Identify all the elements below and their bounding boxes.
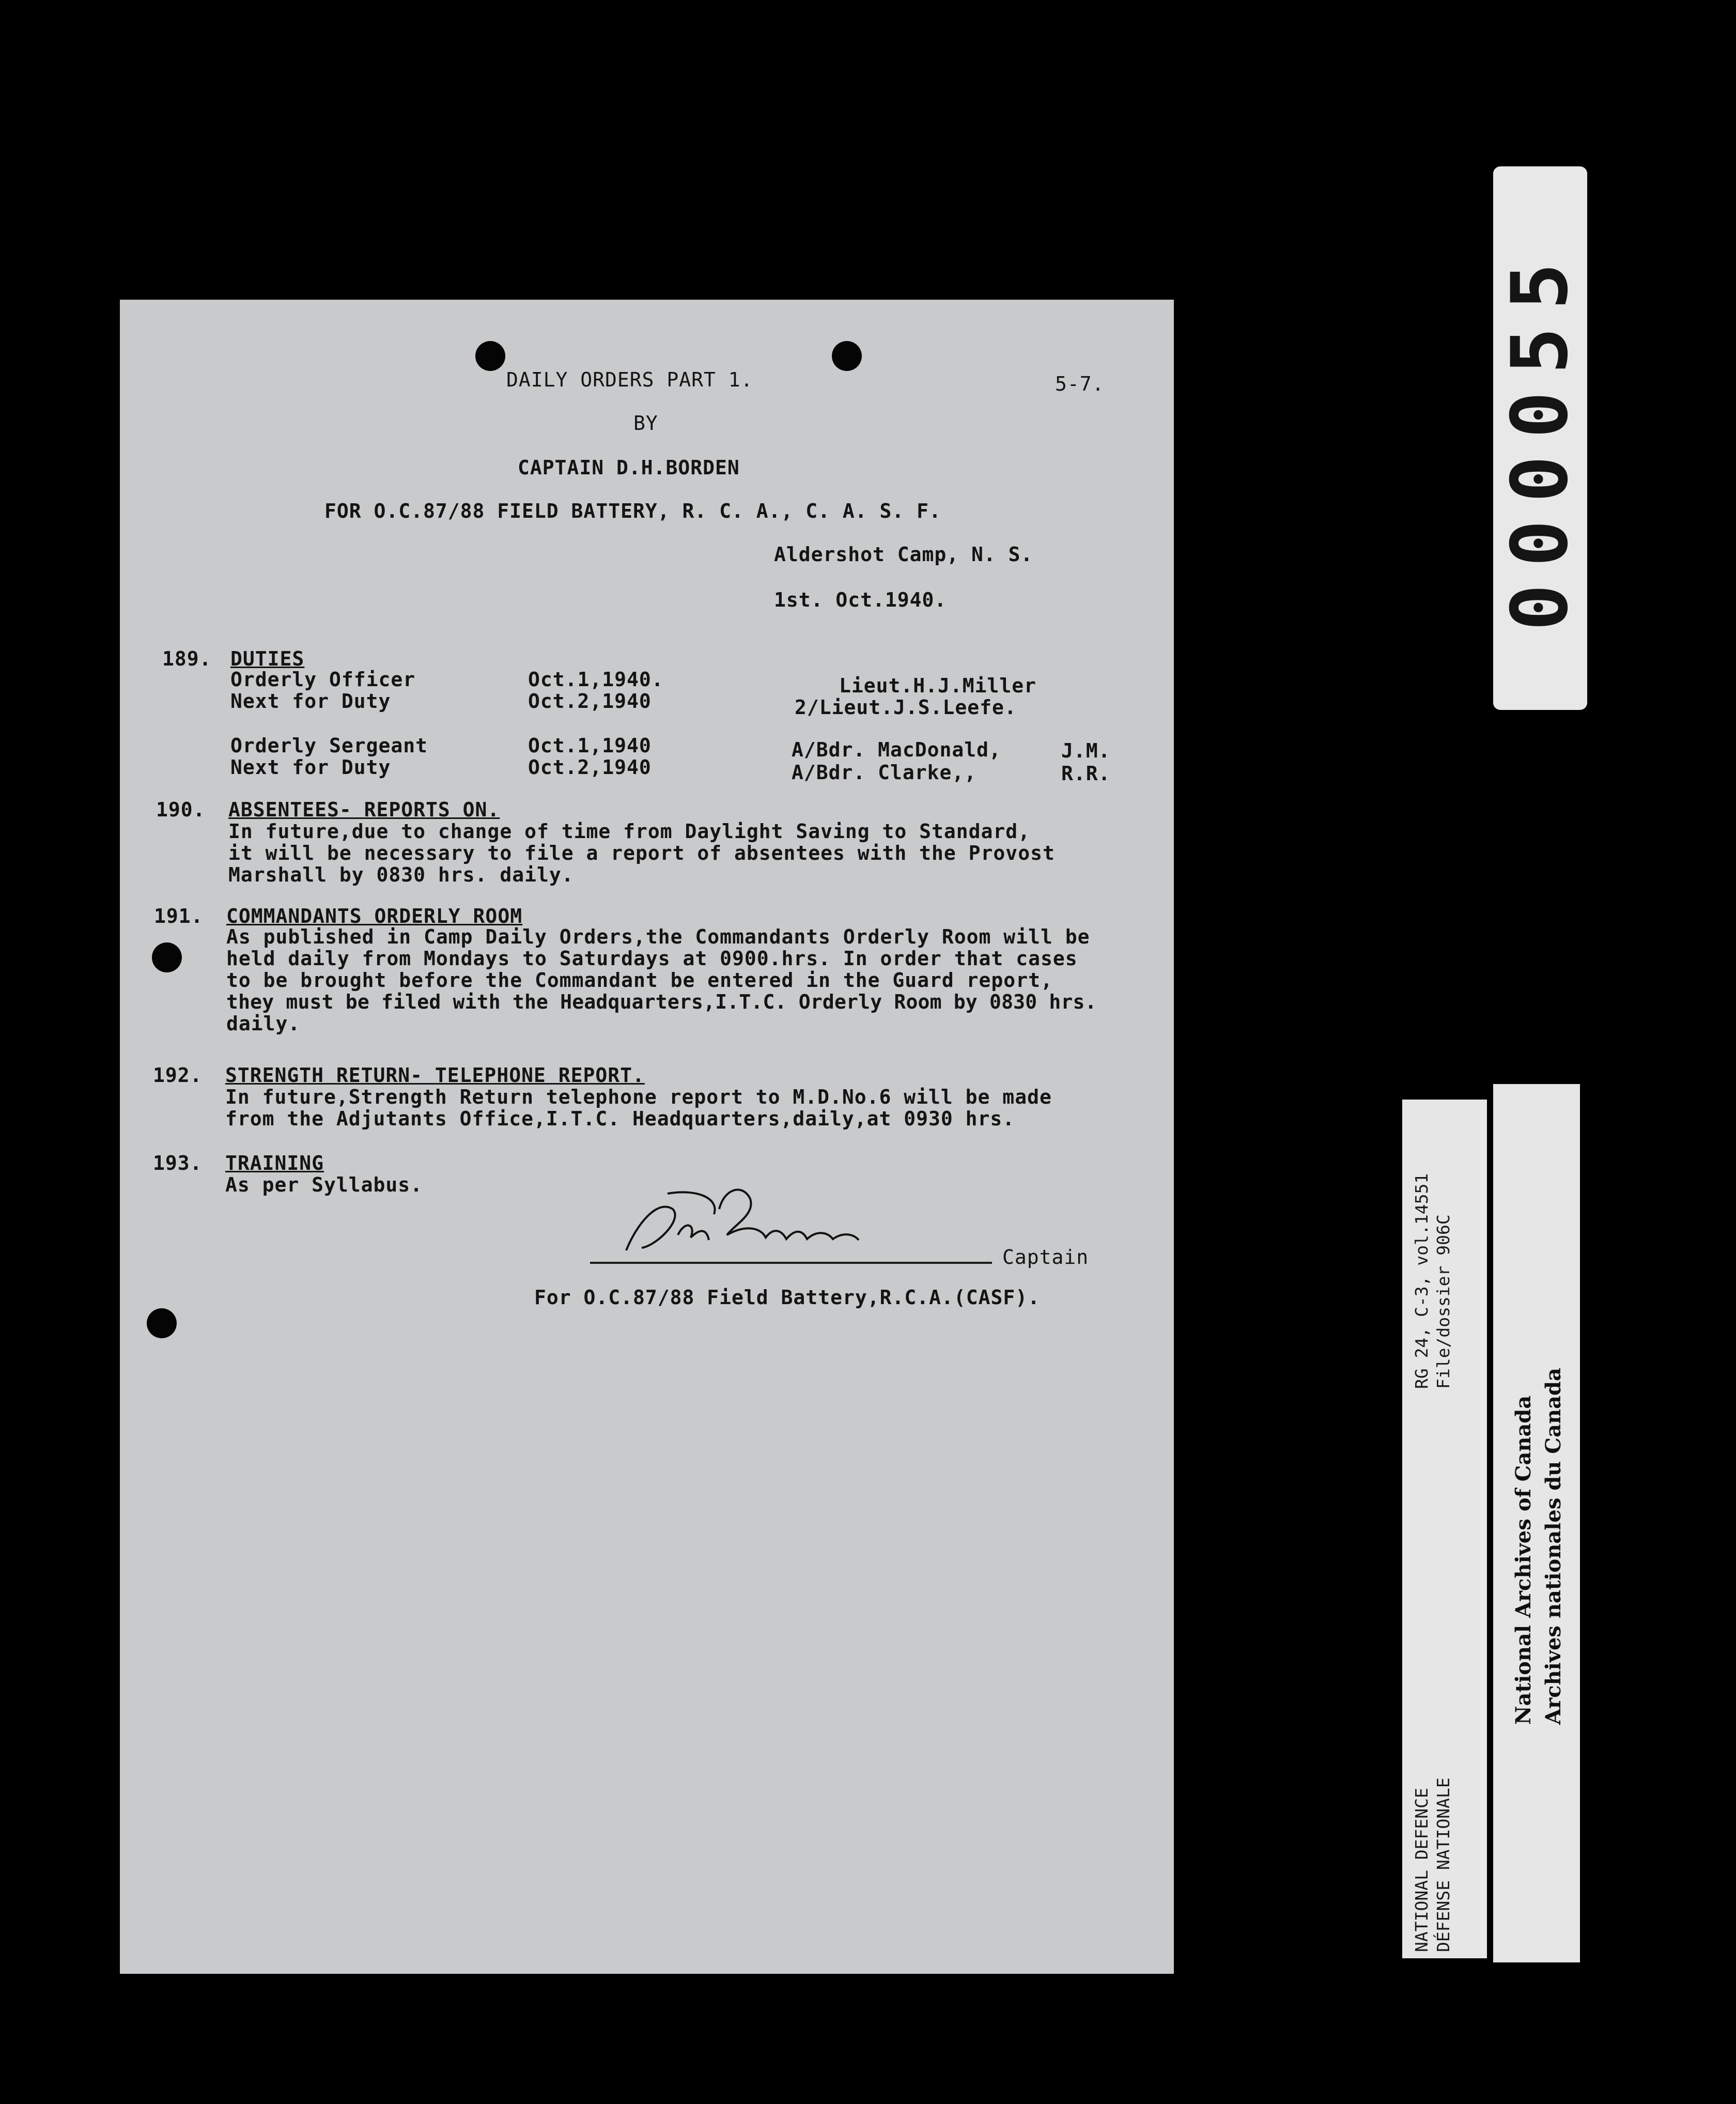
item-heading: STRENGTH RETURN- TELEPHONE REPORT. — [225, 1064, 645, 1087]
item-number: 189. — [162, 647, 212, 670]
archives-name-fr: Archives nationales du Canada — [1541, 1368, 1566, 1725]
header-issuer: CAPTAIN D.H.BORDEN — [518, 456, 740, 479]
item-text-line: In future,Strength Return telephone report to M.D.No.6 will be made — [225, 1086, 1052, 1108]
duty-date: Oct.1,1940 — [528, 734, 652, 757]
item-text-line: held daily from Mondays to Saturdays at 0900.hrs. In order that cases — [226, 947, 1078, 970]
signature-rank: Captain — [1002, 1246, 1089, 1268]
duty-role: Next for Duty — [230, 690, 391, 713]
archive-reference-strip — [1402, 1100, 1487, 1958]
item-text-line: Marshall by 0830 hrs. daily. — [228, 863, 574, 886]
item-number: 191. — [154, 905, 204, 927]
duty-initials: J.M. — [1061, 739, 1111, 762]
duty-role: Next for Duty — [230, 756, 391, 779]
item-heading: ABSENTEES- REPORTS ON. — [228, 798, 500, 821]
page-reference: 5-7. — [1055, 373, 1105, 395]
item-text-line: it will be necessary to file a report of absentees with the Provost — [228, 842, 1055, 864]
duty-name: A/Bdr. MacDonald, — [792, 738, 1001, 761]
header-by: BY — [633, 412, 658, 435]
item-text-line: As published in Camp Daily Orders,the Commandants Orderly Room will be — [226, 925, 1090, 948]
archives-name-en: National Archives of Canada — [1511, 1395, 1536, 1725]
item-number: 190. — [156, 798, 206, 821]
duty-role: Orderly Officer — [230, 668, 416, 691]
item-text-line: to be brought before the Commandant be entered in the Guard report, — [226, 969, 1053, 992]
punch-hole-top-right — [832, 341, 862, 371]
signature-for-line: For O.C.87/88 Field Battery,R.C.A.(CASF). — [534, 1286, 1040, 1309]
duty-name: Lieut.H.J.Miller — [839, 674, 1037, 697]
document-title: DAILY ORDERS PART 1. — [506, 368, 753, 391]
frame-counter-strip — [1493, 166, 1587, 710]
item-text-line: daily. — [226, 1012, 301, 1035]
duty-role: Orderly Sergeant — [230, 734, 428, 757]
signature-line — [590, 1262, 992, 1264]
item-heading: DUTIES — [230, 647, 305, 670]
archive-file: File/dossier 906C — [1433, 1214, 1453, 1389]
archives-name-strip — [1493, 1084, 1580, 1962]
item-text-line: they must be filed with the Headquarters,I.T.C. Orderly Room by 0830 hrs. — [226, 991, 1097, 1013]
item-number: 193. — [153, 1152, 203, 1174]
item-text-line: As per Syllabus. — [225, 1173, 423, 1196]
punch-hole-bottom-left — [147, 1308, 177, 1338]
item-text-line: from the Adjutants Office,I.T.C. Headquarters,daily,at 0930 hrs. — [225, 1107, 1015, 1130]
punch-hole-mid-left — [152, 942, 182, 972]
item-heading: TRAINING — [225, 1152, 324, 1174]
duty-date: Oct.1,1940. — [528, 668, 664, 691]
department-fr: DÉFENSE NATIONALE — [1433, 1777, 1453, 1952]
duty-name: 2/Lieut.J.S.Leefe. — [795, 696, 1017, 719]
frame-counter-number: 000055 — [1495, 245, 1585, 631]
handwritten-signature — [595, 1178, 916, 1271]
punch-hole-top-left — [475, 341, 505, 371]
header-location: Aldershot Camp, N. S. — [774, 543, 1033, 566]
item-text-line: In future,due to change of time from Daylight Saving to Standard, — [228, 820, 1031, 843]
archive-reference: RG 24, C-3, vol.14551 — [1412, 1173, 1432, 1389]
document-sheet — [120, 300, 1174, 1974]
department-en: NATIONAL DEFENCE — [1412, 1788, 1432, 1952]
duty-date: Oct.2,1940 — [528, 690, 652, 713]
duty-name: A/Bdr. Clarke,, — [792, 761, 977, 784]
item-number: 192. — [153, 1064, 203, 1087]
header-unit: FOR O.C.87/88 FIELD BATTERY, R. C. A., C. A. S. F. — [324, 500, 941, 522]
duty-date: Oct.2,1940 — [528, 756, 652, 779]
duty-initials: R.R. — [1061, 762, 1111, 785]
header-date: 1st. Oct.1940. — [774, 589, 947, 611]
item-heading: COMMANDANTS ORDERLY ROOM — [226, 905, 523, 927]
